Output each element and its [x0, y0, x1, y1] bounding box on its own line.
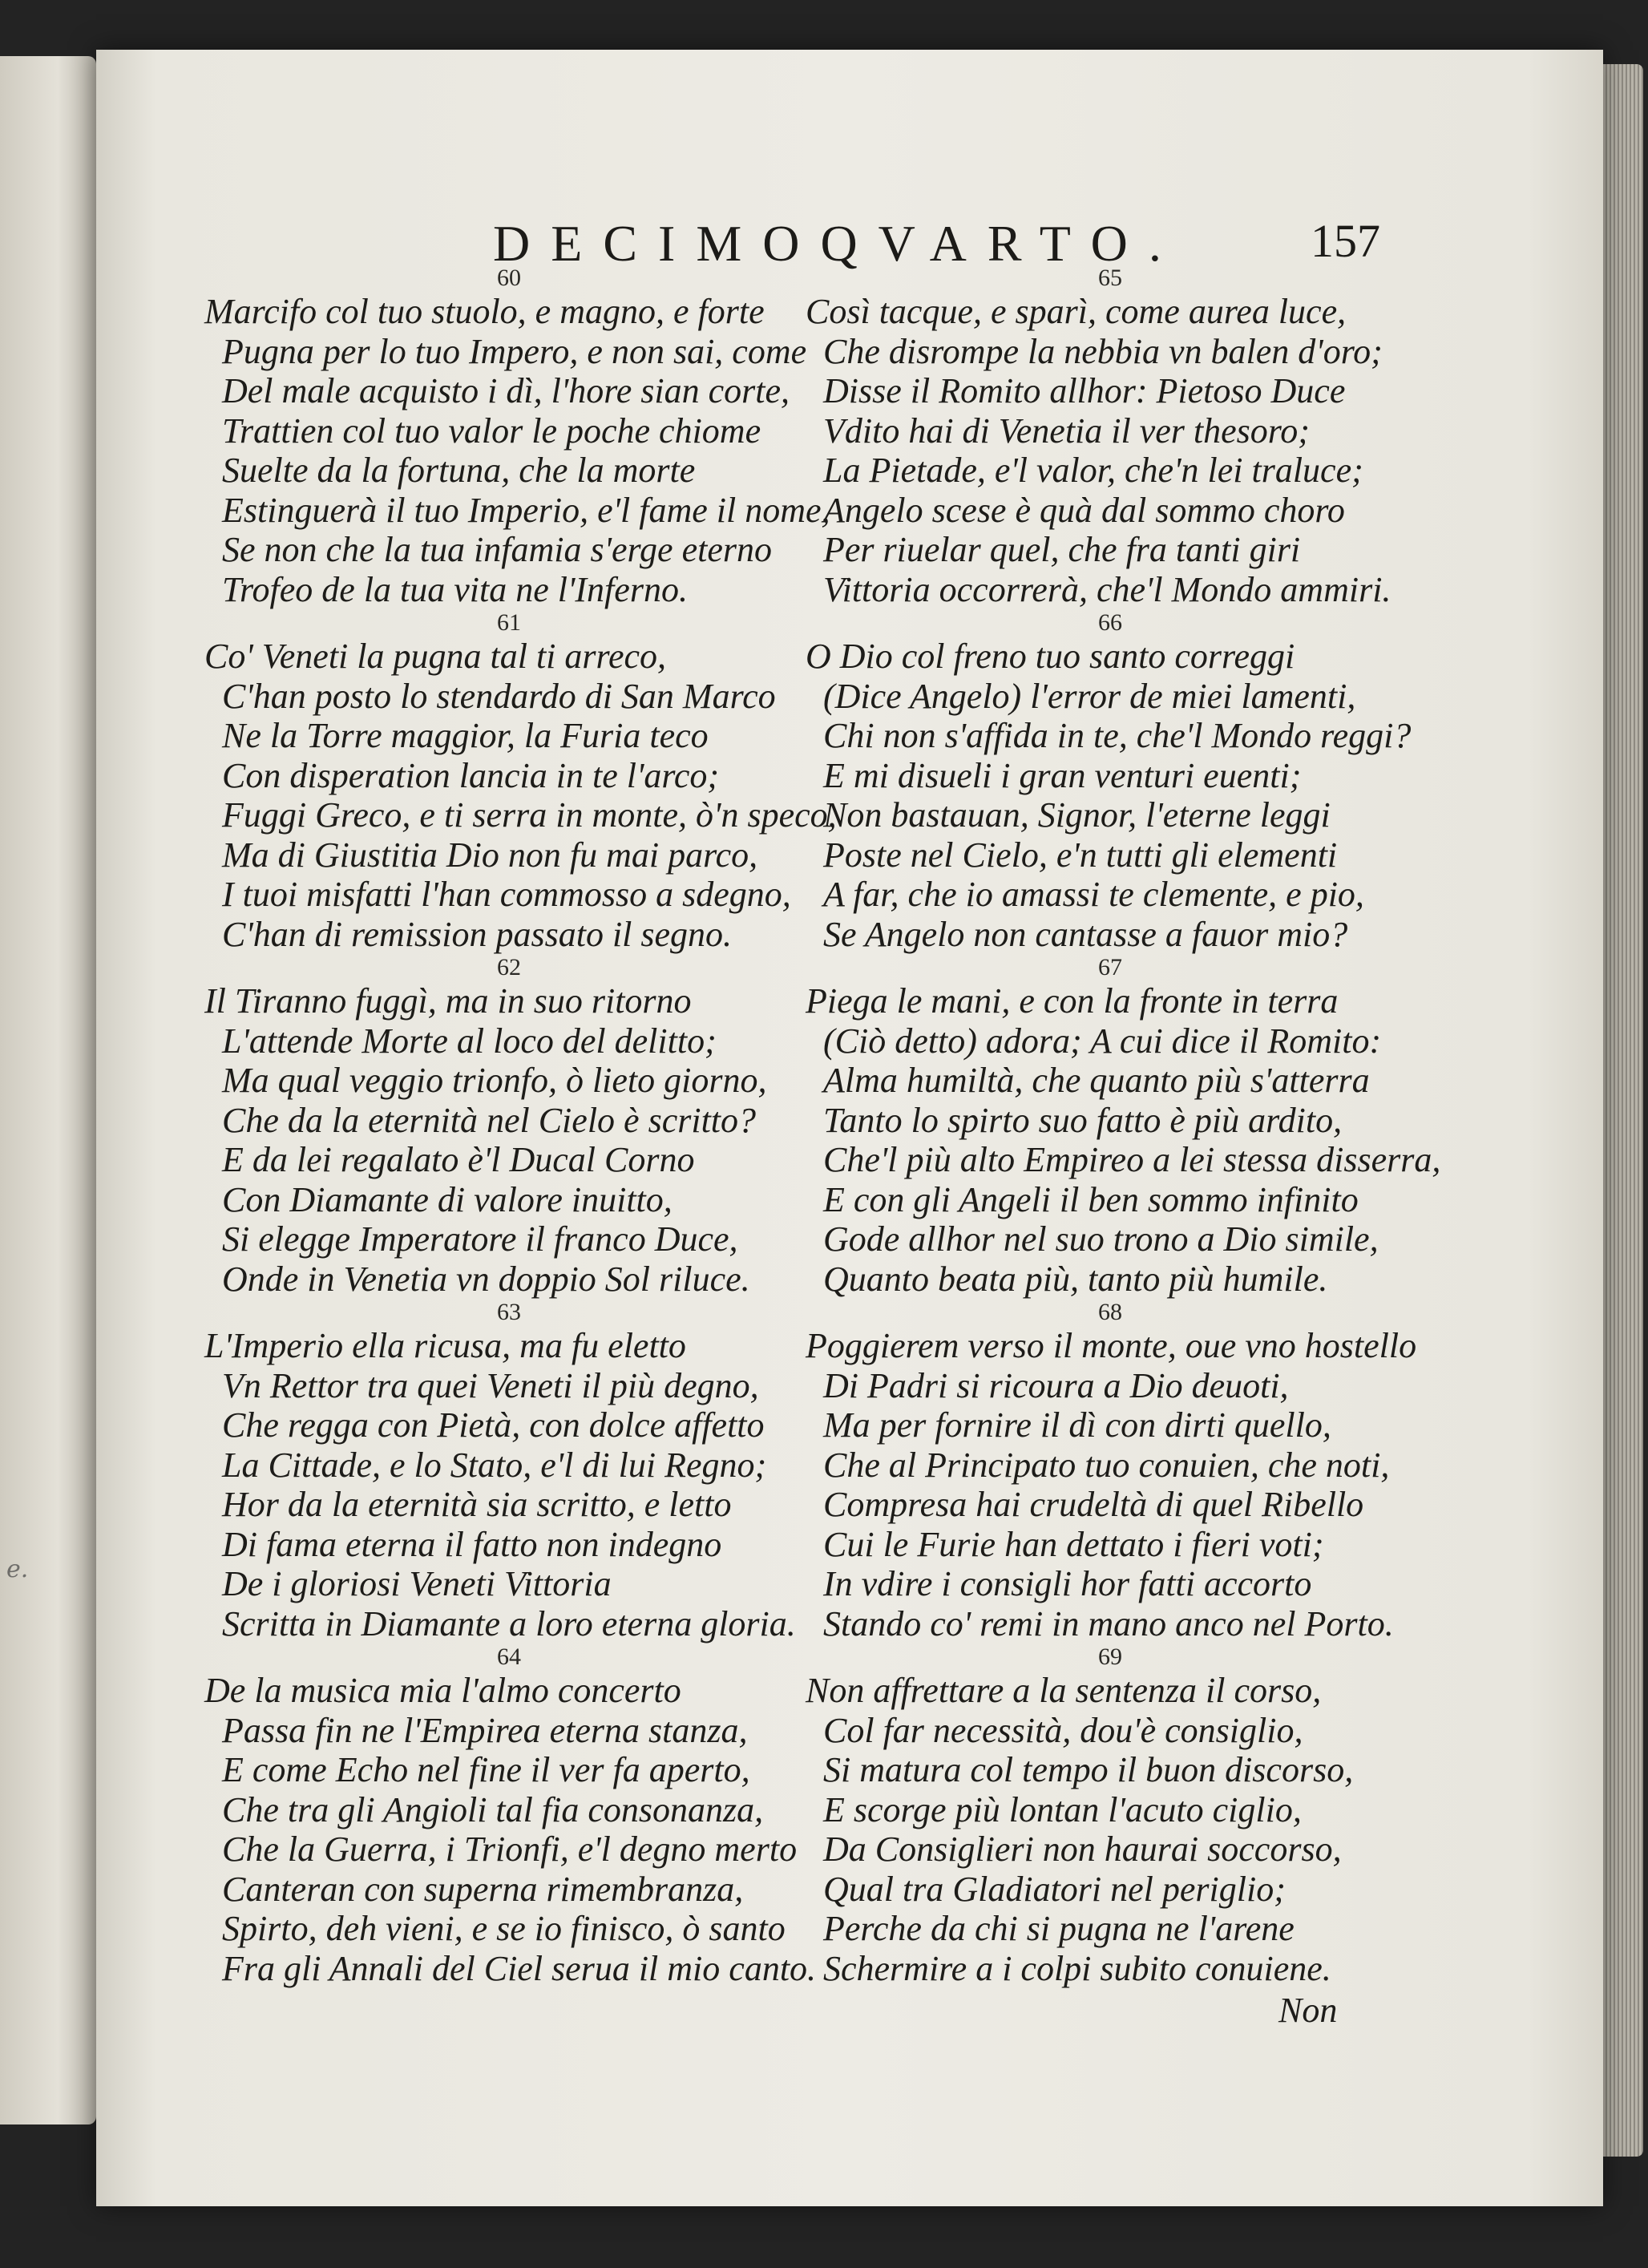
verse-line: E da lei regalato è'l Ducal Corno [222, 1140, 695, 1179]
verse-line: Il Tiranno fuggì, ma in suo ritorno [204, 981, 692, 1021]
verse-line: E come Echo nel fine il ver fa aperto, [222, 1750, 750, 1789]
verse-line: Se non che la tua infamia s'erge eterno [222, 530, 772, 569]
verse-line: Angelo scese è quà dal sommo choro [823, 490, 1345, 530]
verse-line: Che regga con Pietà, con dolce affetto [222, 1405, 765, 1445]
stanza [806, 609, 1415, 954]
verse-line: Pugna per lo tuo Impero, e non sai, come [222, 331, 807, 371]
verse-line: Che disrompe la nebbia vn balen d'oro; [823, 331, 1383, 371]
stanza [806, 1643, 1415, 1988]
verse-line: Alma humiltà, che quanto più s'atterra [823, 1061, 1370, 1100]
verse-line: (Dice Angelo) l'error de miei lamenti, [823, 676, 1356, 716]
verse-line: E con gli Angeli il ben sommo infinito [823, 1179, 1359, 1219]
stanza [806, 265, 1415, 609]
stanza [204, 609, 837, 954]
verse-line: Onde in Venetia vn doppio Sol riluce. [222, 1259, 750, 1299]
verse-line: Poste nel Cielo, e'n tutti gli elementi [823, 835, 1338, 875]
verse-line: (Ciò detto) adora; A cui dice il Romito: [823, 1021, 1382, 1061]
verse-line: Gode allhor nel suo trono a Dio simile, [823, 1219, 1379, 1259]
verse-line: Suelte da la fortuna, che la morte [222, 451, 696, 490]
previous-page-edge [0, 56, 96, 2124]
verse-line: Chi non s'affida in te, che'l Mondo reggi? [823, 716, 1412, 755]
verse-line: De i gloriosi Veneti Vittoria [222, 1564, 612, 1603]
verse-line: Che la Guerra, i Trionfi, e'l degno merto [222, 1829, 798, 1869]
stanza-number: 66 [1098, 609, 1122, 636]
verse-line: I tuoi misfatti l'han commosso a sdegno, [222, 875, 791, 914]
stanza [806, 954, 1441, 1299]
verse-line: L'Imperio ella ricusa, ma fu eletto [204, 1326, 686, 1365]
verse-line: Si matura col tempo il buon discorso, [823, 1750, 1354, 1789]
verse-line: Qual tra Gladiatori nel periglio; [823, 1869, 1286, 1909]
verse-line: Trattien col tuo valor le poche chiome [222, 410, 761, 451]
stanza [204, 1643, 817, 1988]
verse-line: Spirto, deh vieni, e se io finisco, ò santo [222, 1909, 786, 1948]
stanza-number: 68 [1098, 1299, 1122, 1325]
verse-line: De la musica mia l'almo concerto [204, 1671, 681, 1710]
stanza-number: 63 [497, 1299, 521, 1325]
verse-line: Marcifo col tuo stuolo, e magno, e forte [204, 292, 765, 331]
catchword: Non [1278, 1991, 1338, 2030]
verse-line: L'attende Morte al loco del delitto; [222, 1021, 717, 1061]
stanza [204, 1299, 814, 1643]
stanza [204, 954, 814, 1299]
verse-line: La Cittade, e lo Stato, e'l di lui Regno; [222, 1445, 767, 1485]
verse-line: Schermire a i colpi subito conuiene. [823, 1948, 1331, 1988]
book-page [96, 50, 1603, 2206]
verse-line: Tanto lo spirto suo fatto è più ardito, [823, 1100, 1343, 1140]
running-title: DECIMOQVARTO. [493, 215, 1182, 272]
verse-line: Da Consiglieri non haurai soccorso, [823, 1829, 1342, 1869]
stanza-number: 65 [1098, 265, 1122, 291]
verse-line: Compresa hai crudeltà di quel Ribello [823, 1485, 1364, 1524]
verse-line: C'han di remission passato il segno. [222, 914, 733, 954]
verse-line: Cui le Furie han dettato i fieri voti; [823, 1524, 1324, 1564]
verse-line: Fuggi Greco, e ti serra in monte, ò'n speco, [222, 795, 837, 835]
verse-line: Non bastauan, Signor, l'eterne leggi [823, 795, 1331, 835]
verse-line: E scorge più lontan l'acuto ciglio, [823, 1789, 1302, 1829]
verse-line: Fra gli Annali del Ciel serua il mio canto. [222, 1948, 817, 1988]
verse-line: Vdito hai di Venetia il ver thesoro; [823, 410, 1310, 451]
verse-line: Scritta in Diamante a loro eterna gloria. [222, 1603, 796, 1643]
verse-line: Si elegge Imperatore il franco Duce, [222, 1219, 738, 1259]
verse-line: Passa fin ne l'Empirea eterna stanza, [222, 1710, 748, 1750]
verse-line: Piega le mani, e con la fronte in terra [806, 981, 1339, 1021]
stanza-number: 67 [1098, 954, 1122, 980]
left-column [204, 265, 837, 1988]
verse-line: Che al Principato tuo conuien, che noti, [823, 1445, 1390, 1485]
verse-line: Estinguerà il tuo Imperio, e'l fame il nome, [222, 490, 830, 530]
verse-line: Ne la Torre maggior, la Furia teco [222, 716, 709, 755]
verse-line: Quanto beata più, tanto più humile. [823, 1259, 1328, 1299]
verse-line: Che da la eternità nel Cielo è scritto? [222, 1100, 757, 1140]
verse-line: Se Angelo non cantasse a fauor mio? [823, 914, 1348, 954]
verse-line: C'han posto lo stendardo di San Marco [222, 676, 776, 716]
verse-line: Trofeo de la tua vita ne l'Inferno. [222, 569, 688, 609]
stanza [204, 265, 830, 609]
stanza-number: 62 [497, 954, 521, 980]
verse-line: Col far necessità, dou'è consiglio, [823, 1710, 1303, 1750]
verse-line: Disse il Romito allhor: Pietoso Duce [823, 371, 1346, 410]
right-column [806, 265, 1441, 1988]
stanza-number: 69 [1098, 1643, 1122, 1670]
verse-line: Poggierem verso il monte, oue vno hostello [806, 1326, 1417, 1365]
previous-page-mark: e. [6, 1555, 29, 1583]
verse-line: Ma di Giustitia Dio non fu mai parco, [222, 835, 758, 875]
verse-line: Co' Veneti la pugna tal ti arreco, [204, 637, 667, 676]
verse-line: Che'l più alto Empireo a lei stessa disserra, [823, 1140, 1441, 1179]
verse-line: Con Diamante di valore inuitto, [222, 1179, 673, 1219]
verse-line: O Dio col freno tuo santo correggi [806, 637, 1295, 676]
stanza [806, 1299, 1415, 1643]
verse-line: Ma per fornire il dì con dirti quello, [823, 1405, 1331, 1445]
verse-line: Non affrettare a la sentenza il corso, [806, 1671, 1322, 1710]
stanza-number: 60 [497, 265, 521, 291]
verse-line: Canteran con superna rimembranza, [222, 1869, 744, 1909]
verse-line: Stando co' remi in mano anco nel Porto. [823, 1603, 1394, 1643]
verse-line: Vittoria occorrerà, che'l Mondo ammiri. [823, 569, 1392, 609]
verse-line: Perche da chi si pugna ne l'arene [823, 1909, 1295, 1948]
verse-line: Ma qual veggio trionfo, ò lieto giorno, [222, 1061, 767, 1100]
verse-line: Di fama eterna il fatto non indegno [222, 1524, 722, 1564]
verse-line: Di Padri si ricoura a Dio deuoti, [823, 1365, 1289, 1405]
verse-line: In vdire i consigli hor fatti accorto [823, 1564, 1312, 1603]
verse-line: Del male acquisto i dì, l'hore sian corte, [222, 371, 790, 410]
verse-line: Che tra gli Angioli tal fia consonanza, [222, 1789, 764, 1829]
verse-line: A far, che io amassi te clemente, e pio, [823, 875, 1364, 914]
stanza-number: 64 [497, 1643, 521, 1670]
page-number: 157 [1311, 215, 1380, 267]
verse-line: Vn Rettor tra quei Veneti il più degno, [222, 1365, 759, 1405]
verse-line: La Pietade, e'l valor, che'n lei traluce; [823, 451, 1363, 490]
verse-line: E mi disueli i gran venturi euenti; [823, 755, 1302, 795]
verse-line: Con disperation lancia in te l'arco; [222, 755, 720, 795]
verse-line: Hor da la eternità sia scritto, e letto [222, 1485, 732, 1524]
stanza-number: 61 [497, 609, 521, 636]
verse-line: Per riuelar quel, che fra tanti giri [823, 530, 1301, 569]
verse-line: Così tacque, e sparì, come aurea luce, [806, 292, 1347, 331]
